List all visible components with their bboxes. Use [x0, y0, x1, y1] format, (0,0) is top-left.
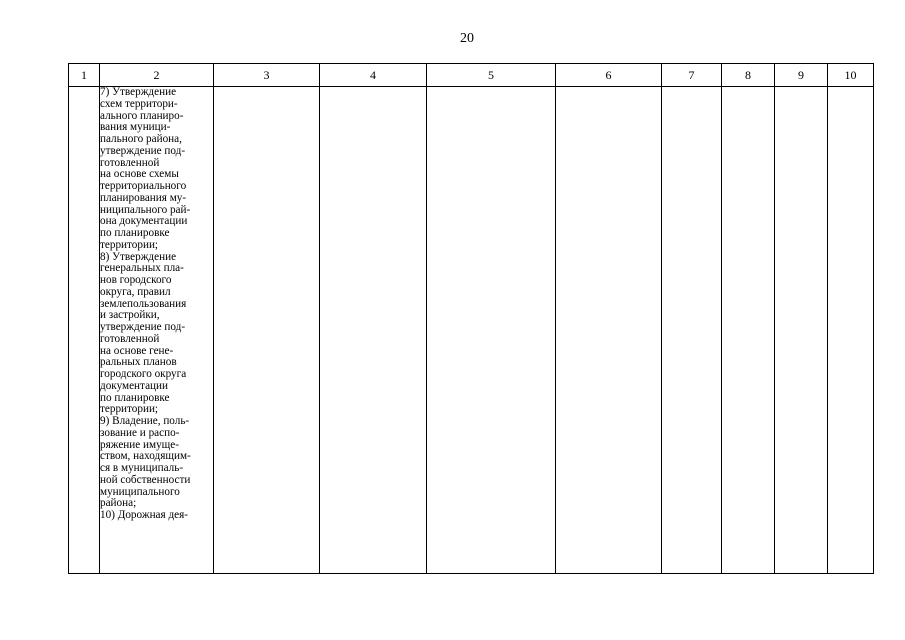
- cell-text-line: готовленной: [100, 332, 160, 345]
- cell-text-line: района;: [100, 497, 137, 510]
- cell-col-10: [828, 87, 874, 574]
- cell-text-line: ального планиро-: [100, 109, 184, 122]
- cell-col-3: [214, 87, 320, 574]
- cell-col-9: [775, 87, 828, 574]
- cell-col-8: [722, 87, 775, 574]
- column-header-4: 4: [320, 64, 427, 87]
- cell-text-line: 9) Владение, поль-: [100, 415, 190, 427]
- cell-text-line: округа, правил: [100, 285, 171, 298]
- cell-col-7: [662, 87, 722, 574]
- cell-text-line: ся в муниципаль-: [100, 462, 184, 474]
- cell-text-line: городского округа: [100, 368, 187, 380]
- cell-text-line: генеральных пла-: [100, 262, 184, 275]
- column-header-8: 8: [722, 64, 775, 87]
- header-row: [69, 64, 874, 87]
- column-header-7: 7: [662, 64, 722, 87]
- page-number: 20: [460, 31, 474, 46]
- cell-text-line: нов городского: [100, 274, 172, 286]
- cell-col-1: [69, 87, 100, 574]
- cell-text-line: утверждение под-: [100, 144, 186, 157]
- cell-text-line: она документации: [100, 215, 188, 228]
- table-row: [69, 87, 874, 574]
- cell-text-line: муниципального: [100, 485, 180, 498]
- cell-text-line: на основе гене-: [100, 344, 174, 357]
- column-header-5: 5: [427, 64, 556, 87]
- cell-text-line: территории;: [100, 238, 159, 251]
- cell-text-line: ством, находящим-: [100, 450, 191, 463]
- column-header-2: 2: [100, 64, 214, 87]
- cell-text-line: пального района,: [100, 133, 182, 145]
- document-table: [68, 63, 874, 574]
- cell-text-line: ниципального рай-: [100, 203, 191, 216]
- cell-col-4: [320, 87, 427, 574]
- cell-text-line: ряжение имуще-: [100, 438, 179, 451]
- cell-text-line: ральных планов: [100, 356, 177, 369]
- cell-text-line: 8) Утверждение: [100, 250, 177, 263]
- cell-text-line: документации: [100, 379, 168, 392]
- cell-text-line: вания муници-: [100, 121, 171, 134]
- column-header-6: 6: [556, 64, 662, 87]
- column-header-3: 3: [214, 64, 320, 87]
- cell-col-6: [556, 87, 662, 574]
- cell-text-line: схем территори-: [100, 97, 178, 110]
- cell-text-line: зование и распо-: [100, 426, 180, 439]
- cell-text-line: и застройки,: [100, 309, 160, 322]
- cell-text-line: по планировке: [100, 227, 170, 239]
- column-header-10: 10: [828, 64, 874, 87]
- column-header-9: 9: [775, 64, 828, 87]
- cell-text-line: ной собственности: [100, 473, 191, 486]
- cell-text-line: на основе схемы: [100, 168, 179, 181]
- column-header-1: 1: [69, 64, 100, 87]
- cell-text-line: планирования му-: [100, 191, 187, 204]
- cell-text-line: утверждение под-: [100, 321, 186, 333]
- cell-text-line: готовленной: [100, 156, 160, 169]
- cell-text-line: 10) Дорожная дея-: [100, 509, 188, 521]
- cell-col-5: [427, 87, 556, 574]
- cell-col-2-text: [100, 87, 214, 574]
- cell-text-line: землепользования: [100, 297, 187, 310]
- cell-text-line: территориального: [100, 180, 187, 192]
- cell-text-line: по планировке: [100, 391, 170, 404]
- cell-text-line: 7) Утверждение: [100, 86, 177, 98]
- cell-text-line: территории;: [100, 403, 159, 416]
